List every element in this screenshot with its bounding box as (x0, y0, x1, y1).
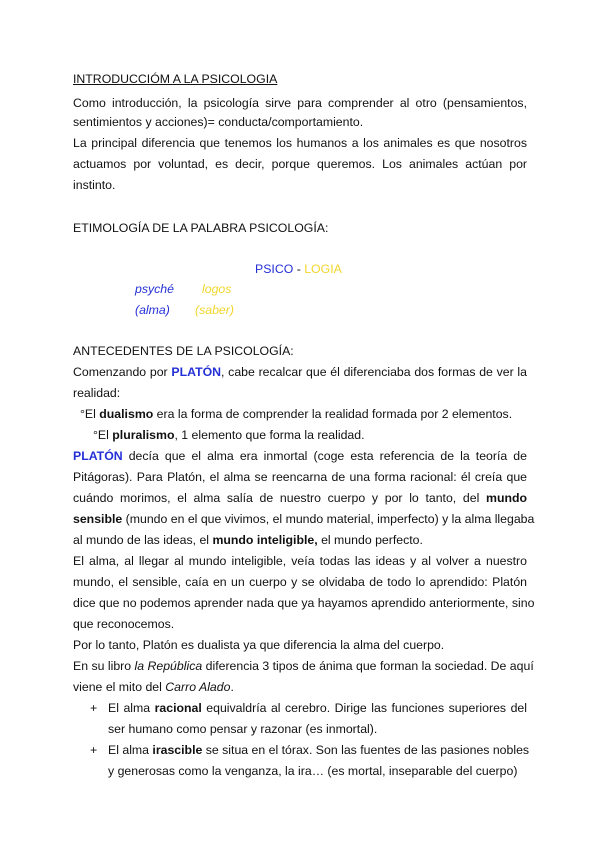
racional-term: racional (154, 701, 202, 715)
logos-word: logos (202, 282, 232, 296)
bullet-marker: + (90, 743, 98, 757)
etymology-dash: - (293, 262, 305, 276)
pluralismo-term: pluralismo (112, 428, 175, 442)
republica-title: la República (134, 659, 203, 673)
intro-line-4: actuamos por voluntad, es decir, porque queremos. Los animales actúan por (73, 157, 527, 171)
document-title: INTRODUCCIÓM A LA PSICOLOGIA (73, 72, 278, 86)
text-run: se situa en el tórax. Son las fuentes de las pasiones nobles (202, 743, 530, 757)
text-run: °El (80, 407, 100, 421)
intro-line-3: La principal diferencia que tenemos los humanos a los animales es que nosotros (73, 136, 527, 150)
text-run: el mundo perfecto. (317, 533, 423, 547)
platon-para-line-1 (73, 446, 527, 466)
dualismo-term: dualismo (99, 407, 154, 421)
text-run: En su libro (73, 659, 135, 673)
sensible-term: sensible (73, 512, 123, 526)
antecedentes-line-1 (73, 362, 527, 382)
text-run: era la forma de comprender la realidad formada por 2 elementos. (153, 407, 513, 421)
racional-line-2: ser humano como pensar y razonar (es inmortal). (108, 722, 378, 736)
text-run: decía que el alma era inmortal (coge esta referencia de la teoría de (122, 449, 527, 463)
mundo-inteligible-term: mundo inteligible, (212, 533, 318, 547)
etymology-heading: ETIMOLOGÍA DE LA PALABRA PSICOLOGÍA: (73, 221, 329, 235)
saber-meaning: (saber) (195, 303, 234, 317)
text-run: , cabe recalcar que él diferenciaba dos formas de ver la (221, 365, 527, 379)
etymology-word (255, 259, 342, 279)
platon-name: PLATÓN (171, 365, 222, 379)
dualista-line: Por lo tanto, Platón es dualista ya que diferencia la alma del cuerpo. (73, 638, 445, 652)
text-run: al mundo de las ideas, el (73, 533, 213, 547)
pluralismo-line (93, 425, 365, 445)
text-run: Comenzando por (73, 365, 172, 379)
platon-para-line-5 (73, 530, 423, 550)
text-run: . (230, 680, 234, 694)
irascible-line-1 (108, 740, 530, 760)
psico-word: PSICO (255, 262, 294, 276)
mundo-term: mundo (486, 491, 527, 505)
text-run: cuándo morimos, el alma salía de nuestro cuerpo y por lo tanto, del (73, 491, 487, 505)
alma-para-line-2: mundo, el sensible, caía en un cuerpo y se olvidaba de todo lo aprendido: Platón (73, 575, 527, 589)
text-run: El alma (108, 743, 153, 757)
alma-para-line-1: El alma, al llegar al mundo inteligible, veía todas las ideas y al volver a nuestro (73, 554, 527, 568)
alma-para-line-3: dice que no podemos aprender nada que ya hayamos aprendido anteriormente, sino (73, 596, 535, 610)
republica-line (73, 656, 534, 676)
platon-name: PLATÓN (73, 449, 123, 463)
racional-line-1 (108, 698, 527, 718)
carro-alado-line (73, 677, 234, 697)
text-run: , 1 elemento que forma la realidad. (174, 428, 365, 442)
platon-para-line-2: Pitágoras). Para Platón, el alma se reencarna de una forma racional: él creía que (73, 470, 527, 484)
antecedentes-line-2: realidad: (73, 386, 121, 400)
alma-para-line-4: que reconocemos. (73, 617, 175, 631)
text-run: El alma (108, 701, 155, 715)
text-run: viene el mito del (73, 680, 166, 694)
intro-line-5: instinto. (73, 178, 116, 192)
irascible-term: irascible (152, 743, 203, 757)
platon-para-line-3 (73, 488, 527, 508)
text-run: (mundo en el que vivimos, el mundo material, imperfecto) y la alma llegaba (122, 512, 535, 526)
text-run: diferencia 3 tipos de ánima que forman la sociedad. De aquí (202, 659, 534, 673)
irascible-line-2: y generosas como la venganza, la ira… (es mortal, inseparable del cuerpo) (108, 764, 518, 778)
intro-line-1: Como introducción, la psicología sirve para comprender al otro (pensamientos, (73, 96, 527, 110)
psyche-word: psyché (135, 282, 174, 296)
logia-word: LOGIA (304, 262, 342, 276)
text-run: °El (93, 428, 113, 442)
text-run: equivaldría al cerebro. Dirige las funciones superiores del (201, 701, 527, 715)
intro-line-2: sentimientos y acciones)= conducta/comportamiento. (73, 115, 364, 129)
platon-para-line-4 (73, 509, 535, 529)
antecedentes-heading: ANTECEDENTES DE LA PSICOLOGÍA: (73, 344, 294, 358)
carro-alado-title: Carro Alado (165, 680, 231, 694)
bullet-marker: + (90, 701, 98, 715)
dualismo-line (80, 404, 512, 424)
alma-meaning: (alma) (135, 303, 170, 317)
